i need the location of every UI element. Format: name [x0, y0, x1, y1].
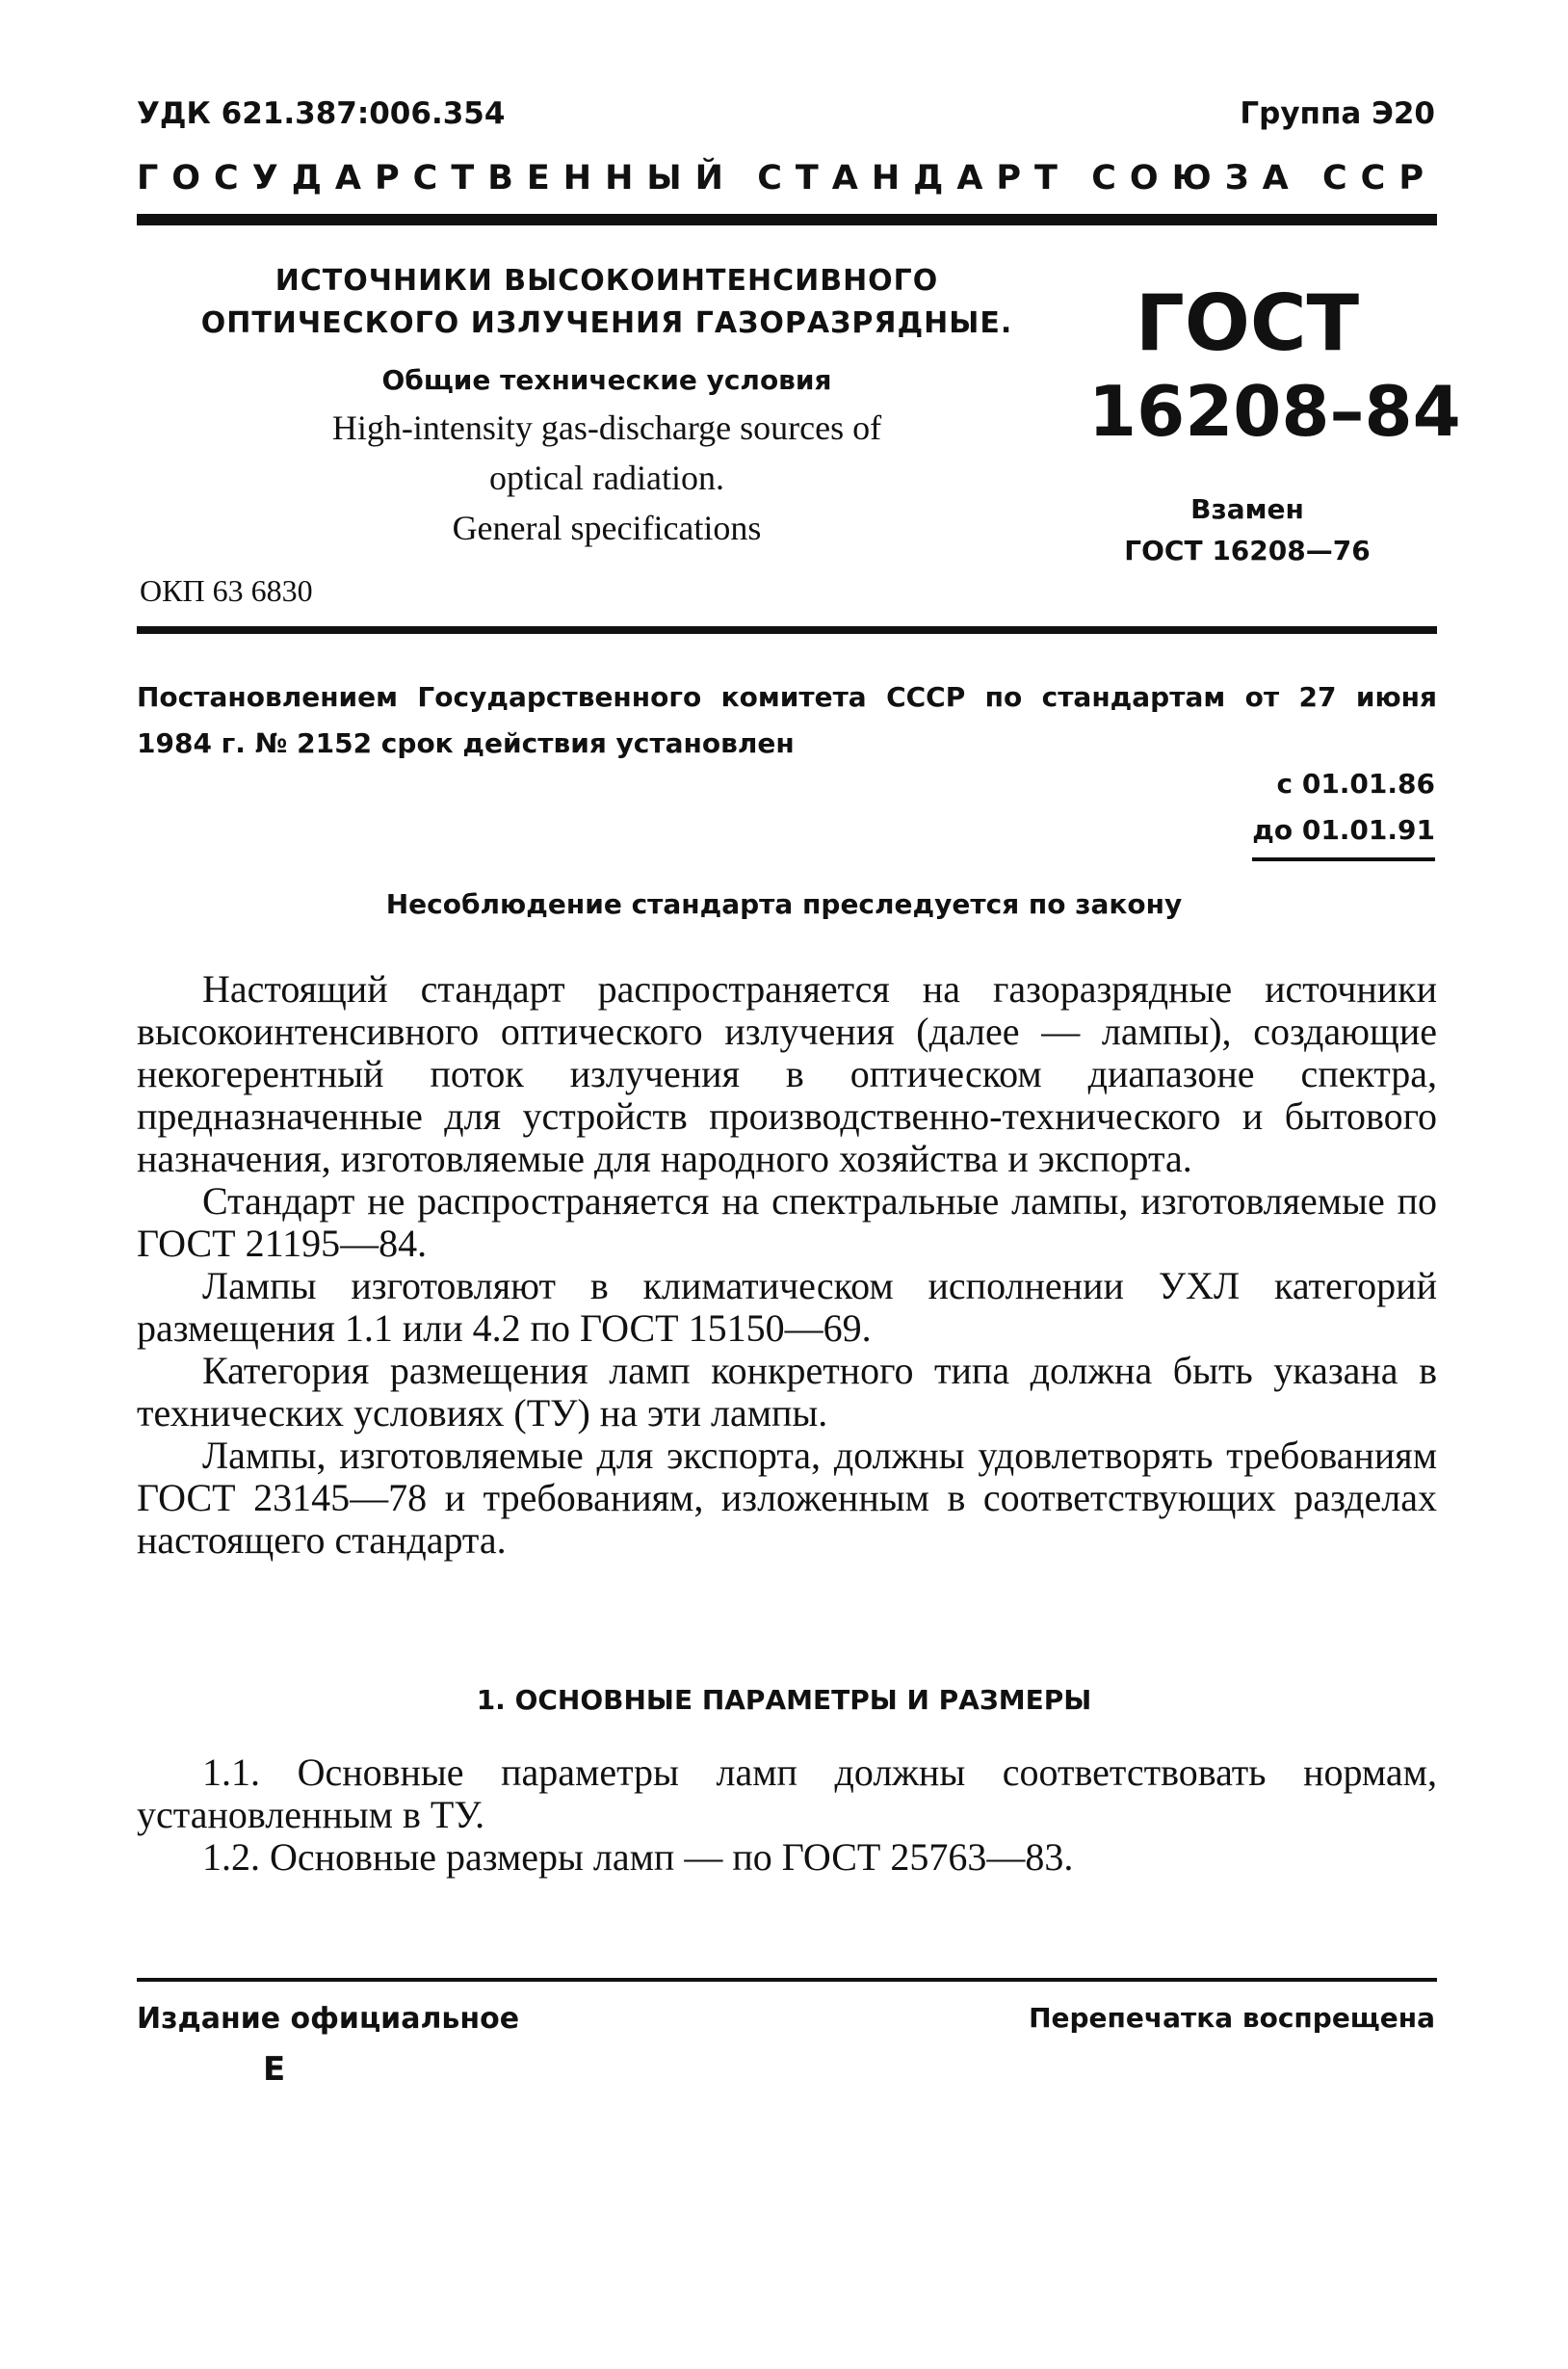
gost-label: ГОСТ	[1135, 278, 1360, 368]
reprint-notice: Перепечатка воспрещена	[1029, 2002, 1435, 2034]
paragraph: Категория размещения ламп конкретного типа должна быть указана в технических условиях (ТУ) на эти лампы.	[137, 1349, 1437, 1435]
title-line-1: ИСТОЧНИКИ ВЫСОКОИНТЕНСИВНОГО	[274, 264, 939, 298]
english-title-1: High-intensity gas-discharge sources of	[331, 408, 882, 447]
valid-to: до 01.01.91	[1252, 807, 1435, 861]
edition-letter: Е	[263, 2050, 286, 2089]
header-rule	[137, 214, 1437, 225]
okp-code: ОКП 63 6830	[140, 573, 313, 608]
paragraph: Лампы, изготовляемые для экспорта, должны удовлетворять требованиям ГОСТ 23145—78 и требованиям, изложенным в соответствующих разделах настоящего стандарта.	[137, 1434, 1437, 1562]
udk-code: УДК 621.387:006.354	[137, 96, 506, 131]
english-title-3: General specifications	[452, 509, 762, 547]
english-title-2: optical radiation.	[489, 459, 724, 497]
title-block	[193, 260, 1021, 546]
section-title: 1. ОСНОВНЫЕ ПАРАМЕТРЫ И РАЗМЕРЫ	[476, 1684, 1092, 1716]
standard-header	[137, 159, 1437, 197]
paragraph: Стандарт не распространяется на спектральные лампы, изготовляемые по ГОСТ 21195—84.	[137, 1179, 1437, 1265]
title-rule	[137, 626, 1437, 634]
section-item: 1.2. Основные размеры ламп — по ГОСТ 25763—83.	[202, 1835, 1074, 1879]
standard-word-3: СОЮЗА	[1091, 159, 1302, 197]
standard-word-4: ССР	[1321, 159, 1437, 197]
standard-word-2: СТАНДАРТ	[757, 159, 1071, 197]
body-text	[137, 968, 1437, 1562]
decree-text: Постановлением Государственного комитета СССР по стандартам от 27 июня 1984 г. № 2152 срок действия установлен	[137, 681, 1437, 759]
edition-note: Издание официальное	[137, 2002, 520, 2036]
subtitle: Общие технические условия	[381, 364, 832, 396]
section-item: 1.1. Основные параметры ламп должны соответствовать нормам, установленным в ТУ.	[137, 1750, 1437, 1836]
gost-block	[1088, 278, 1461, 566]
valid-from: с 01.01.86	[1276, 768, 1435, 800]
standard-word-1: ГОСУДАРСТВЕННЫЙ	[137, 159, 737, 197]
validity-dates	[1252, 761, 1435, 861]
section-items	[137, 1751, 1437, 1879]
legal-warning: Несоблюдение стандарта преследуется по закону	[385, 888, 1183, 920]
gost-number: 16208–84	[1088, 371, 1461, 452]
paragraph: Настоящий стандарт распространяется на газоразрядные источники высокоинтенсивного оптического излучения (далее — лампы), создающие некогерентный поток излучения в оптическом диапазоне спектра, предназначенные для устройств производственно-технического и бытового назначения, изготовляемые для народного хозяйства и экспорта.	[137, 967, 1437, 1180]
footer-rule	[137, 1978, 1437, 1982]
group-code: Группа Э20	[1240, 96, 1435, 131]
replaces-standard: ГОСТ 16208—76	[1124, 535, 1371, 566]
title-line-2: ОПТИЧЕСКОГО ИЗЛУЧЕНИЯ ГАЗОРАЗРЯДНЫЕ.	[200, 306, 1013, 340]
replaces-label: Взамен	[1190, 493, 1304, 525]
paragraph: Лампы изготовляют в климатическом исполнении УХЛ категорий размещения 1.1 или 4.2 по ГОСТ 15150—69.	[137, 1264, 1437, 1350]
